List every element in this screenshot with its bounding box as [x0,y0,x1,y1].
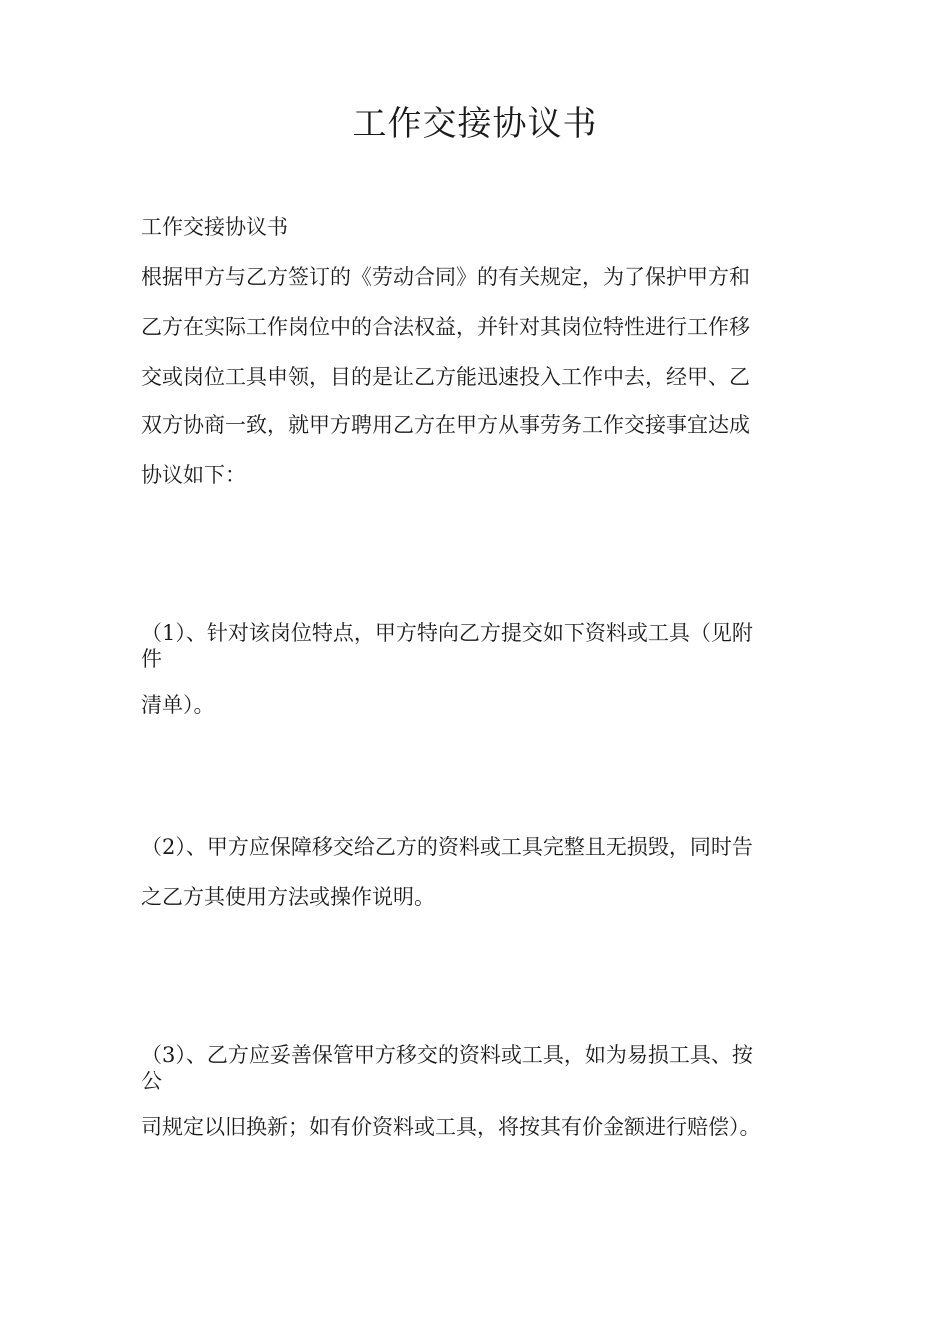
clause-2-line: 之乙方其使用方法或操作说明。 [141,885,435,909]
clause-1-line: （1）、针对该岗位特点，甲方特向乙方提交如下资料或工具（见附 [141,621,753,645]
intro-line: 乙方在实际工作岗位中的合法权益，并针对其岗位特性进行工作移 [141,315,750,339]
clause-3-line: 司规定以旧换新；如有价资料或工具，将按其有价金额进行赔偿）。 [141,1115,761,1139]
document-subtitle: 工作交接协议书 [141,215,288,239]
intro-line: 交或岗位工具申领，目的是让乙方能迅速投入工作中去，经甲、乙 [141,365,750,389]
clause-3-line: 公 [141,1069,162,1093]
clause-1-line: 件 [141,647,162,671]
intro-line: 根据甲方与乙方签订的《劳动合同》的有关规定，为了保护甲方和 [141,265,750,289]
clause-1-line: 清单）。 [141,693,215,717]
document-title: 工作交接协议书 [352,104,598,144]
clause-2-line: （2）、甲方应保障移交给乙方的资料或工具完整且无损毁，同时告 [141,835,753,859]
intro-line: 协议如下： [141,463,246,487]
clause-3-line: （3）、乙方应妥善保管甲方移交的资料或工具，如为易损工具、按 [141,1043,753,1067]
intro-line: 双方协商一致，就甲方聘用乙方在甲方从事劳务工作交接事宜达成 [141,413,750,437]
